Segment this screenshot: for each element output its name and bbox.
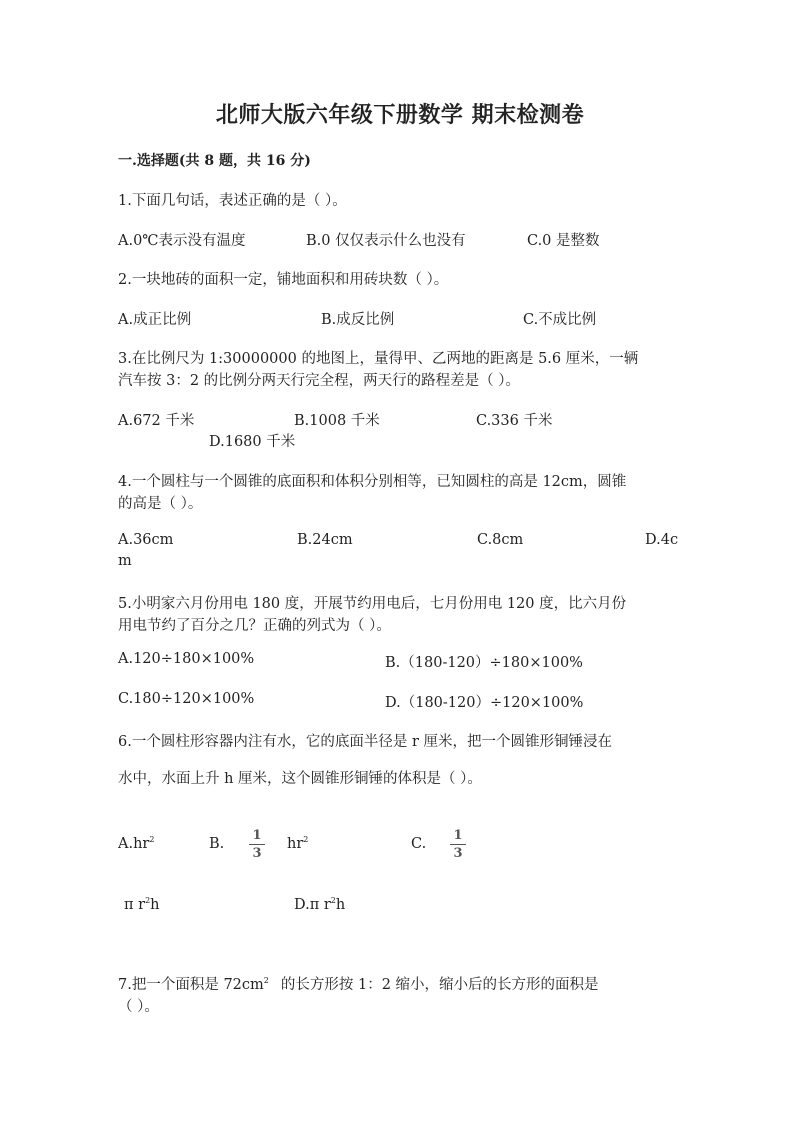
question-5-stem-line1: 5.小明家六月份用电 180 度，开展节约用电后，七月份用电 120 度，比六月份	[118, 596, 627, 612]
question-1-option-a: A.0℃表示没有温度	[118, 233, 246, 249]
question-2-option-a: A.成正比例	[118, 312, 192, 328]
option-a-label: A.	[118, 836, 134, 852]
fraction-bar	[249, 844, 265, 845]
question-7-stem-line2: （ ）。	[118, 999, 159, 1015]
option-b-expr: hr	[287, 836, 304, 852]
question-1-stem: 1.下面几句话，表述正确的是（ ）。	[118, 193, 347, 209]
page-title: 北师大版六年级下册数学 期末检测卷	[215, 102, 585, 128]
question-2-stem: 2.一块地砖的面积一定，铺地面积和用砖块数（ ）。	[118, 272, 449, 288]
question-6-option-c-expr	[124, 897, 160, 913]
question-3-option-a: A.672 千米	[118, 413, 195, 429]
question-6-option-d	[294, 897, 345, 913]
fraction-bar	[450, 844, 466, 845]
question-4-option-a: A.36cm	[118, 532, 174, 548]
question-2-option-b: B.成反比例	[321, 312, 395, 328]
question-5-option-d: D.（180-120）÷120×100%	[385, 695, 584, 711]
superscript-2: 2	[303, 835, 309, 845]
question-7-part-b: 的长方形按 1：2 缩小，缩小后的长方形的面积是	[280, 977, 599, 993]
question-3-option-c: C.336 千米	[476, 413, 553, 429]
superscript-2: 2	[149, 835, 155, 845]
question-6-option-a	[118, 836, 154, 852]
option-d-h: h	[335, 897, 346, 913]
superscript-2: 2	[330, 896, 336, 906]
question-5-option-c: C.180÷120×100%	[118, 691, 255, 707]
option-d-pi-r: D.π r	[294, 897, 331, 913]
question-3-stem-line2: 汽车按 3：2 的比例分两天行完全程，两天行的路程差是（ ）。	[118, 373, 521, 389]
question-4-option-c: C.8cm	[477, 532, 524, 548]
option-c-pi-r: π r	[124, 897, 146, 913]
question-3-stem-line1: 3.在比例尺为 1:30000000 的地图上，量得甲、乙两地的距离是 5.6 厘米，一辆	[118, 351, 639, 367]
option-a-expr: hr	[133, 836, 150, 852]
fraction-denominator: 3	[453, 846, 463, 861]
fraction-one-third-b	[249, 828, 265, 861]
question-1-option-c: C.0 是整数	[527, 233, 600, 249]
question-1-option-b: B.0 仅仅表示什么也没有	[306, 233, 466, 249]
question-6-stem-line1: 6.一个圆柱形容器内注有水，它的底面半径是 r 厘米，把一个圆锥形铜锤浸在	[118, 734, 612, 750]
superscript-2: 2	[263, 976, 269, 986]
section-heading: 一.选择题(共 8 题，共 16 分)	[118, 153, 311, 169]
question-6-option-c-label: C.	[411, 836, 427, 852]
question-5-option-a: A.120÷180×100%	[118, 651, 255, 667]
question-4-option-b: B.24cm	[297, 532, 353, 548]
question-7-part-a: 7.把一个面积是 72cm	[118, 977, 264, 993]
question-6-stem-line2: 水中，水面上升 h 厘米，这个圆锥形铜锤的体积是（ ）。	[118, 771, 482, 787]
question-7-stem-line1	[118, 973, 599, 994]
question-2-option-c: C.不成比例	[523, 312, 597, 328]
question-4-stem-line1: 4.一个圆柱与一个圆锥的底面积和体积分别相等，已知圆柱的高是 12cm，圆锥	[118, 474, 627, 490]
question-6-option-b-expr	[287, 836, 308, 852]
question-4-stem-line2: 的高是（ ）。	[118, 496, 203, 512]
question-4-option-d: D.4c	[645, 532, 679, 548]
question-3-option-d: D.1680 千米	[209, 434, 296, 450]
fraction-denominator: 3	[252, 846, 262, 861]
question-3-option-b: B.1008 千米	[294, 413, 380, 429]
fraction-numerator: 1	[252, 828, 262, 843]
question-6-option-b-label: B.	[209, 836, 225, 852]
superscript-2: 2	[145, 896, 151, 906]
fraction-numerator: 1	[453, 828, 463, 843]
fraction-one-third-c	[450, 828, 466, 861]
option-c-h: h	[150, 897, 160, 913]
question-5-stem-line2: 用电节约了百分之几？正确的列式为（ ）。	[118, 618, 391, 634]
question-5-option-b: B.（180-120）÷180×100%	[385, 655, 583, 671]
question-4-option-d-wrap: m	[118, 553, 132, 569]
